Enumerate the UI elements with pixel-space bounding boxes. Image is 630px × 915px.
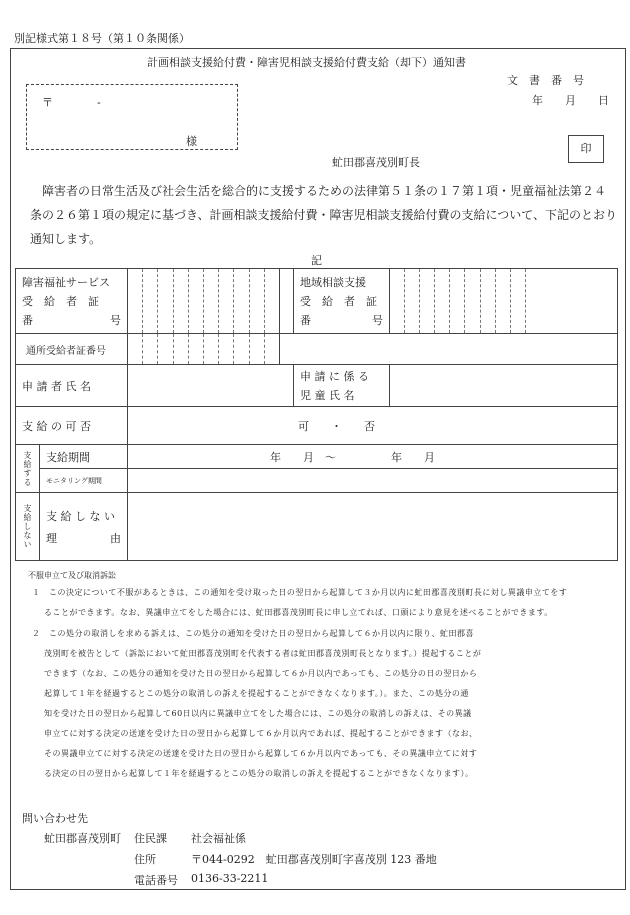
contact-tel: 0136-33-2211 [191,872,269,885]
intro-line-3: 通知します。 [30,232,102,246]
form-label: 別記様式第１８号（第１０条関係） [14,32,190,45]
nopay-side-label: 支給しない [16,493,40,561]
pay-side-label: 支給する [16,445,40,493]
ki-label: 記 [311,254,322,267]
note-2: ２ この処分の取消しを求める訴えは、この処分の通知を受けた日の翌日から起算して６か月以内に限り、虻田郡喜 茂別町を被告として（訴訟において虻田郡喜茂別町を代表する者は虻田郡喜茂別町長となります。）提起することが できます（なお、この処分の通知を受けた日の翌日から起算して６か月以内であっても、この処分の日の翌日から 起算して１年を経過するとこの処分の取消しの訴えを提起することができなくなります。）。また、この処分の通 知を受けた日の翌日から起算して60日以内に異議申立てをした場合には、この処分の取消しの訴えは、その異議 申立てに対する決定の送達を受けた日の翌日から起算して６か月以内であれば、提起することができます（なお、 その異議申立てに対する決定の送達を受けた日の翌日から起算して６か月以内であっても、その異議申立てに対す る決定の日の翌日から起算して１年を経過するとこの処分の取消しの訴えを提起することができなくなります）。 [32,629,482,778]
pay-period-value: 年 月 〜 年 月 [128,445,618,469]
contact-address-label: 住所 [134,853,156,866]
contact-section: 社会福祉係 [191,832,246,845]
intro-line-2: 条の２６第１項の規定に基づき、計画相談支援給付費・障害児相談支援給付費の支給について、下記のとおり [30,208,618,222]
document-title: 計画相談支援給付費・障害児相談支援給付費支給（却下）通知書 [147,56,466,69]
child-label: 申 請 に 係 る 児 童 氏 名 [294,365,390,407]
contact-org: 虻田郡喜茂別町 [44,832,121,845]
applicant-value [128,365,294,407]
main-table [15,268,618,561]
notes-heading: 不服申立て及び取消訴訟 [28,571,116,580]
day-center-label: 通所受給者証番号 [16,334,128,365]
child-value [390,365,618,407]
day-center-cells [128,334,280,365]
contact-dept: 住民課 [134,832,167,845]
contact-heading: 問い合わせ先 [22,812,88,825]
sama-label: 様 [186,135,197,148]
approval-value: 可 ・ 否 [128,407,618,445]
seal-box: 印 [568,135,604,163]
contact-tel-label: 電話番号 [134,874,178,887]
doc-number-label: 文 書 番 号 [507,74,584,87]
doc-date: 年 月 日 [532,94,609,107]
postal-mark: 〒 - [42,96,101,109]
welfare-service-number-cells [128,269,280,334]
regional-label: 地域相談支援 受 給 者 証 番 号 [294,269,390,334]
intro-line-1: 障害者の日常生活及び社会生活を総合的に支援するための法律第５１条の１７第１項・児童福祉法第２４ [42,184,607,198]
reason-label: 支 給 し な い 理 由 [40,493,128,561]
monitoring-value [128,469,618,493]
issuer-name: 虻田郡喜茂別町長 [332,156,420,169]
approval-label: 支 給 の 可 否 [16,407,128,445]
contact-address: 〒044-0292 虻田郡喜茂別町字喜茂別 123 番地 [191,853,437,866]
welfare-service-label: 障害福祉サービス 受 給 者 証 番 号 [16,269,128,334]
monitoring-label: モニタリング期間 [40,469,128,493]
reason-value [128,493,618,561]
note-1: １ この決定について不服があるときは、この通知を受け取った日の翌日から起算して３か月以内に虻田郡喜茂別町長に対し異議申立てをす ることができます。なお、異議申立てをした場合には、虻田郡喜茂別町長に申し立てれば、口頭により意見を述べることができます。 [32,588,568,617]
regional-number-cells [390,269,618,334]
applicant-label: 申 請 者 氏 名 [16,365,128,407]
pay-period-label: 支給期間 [40,445,128,469]
